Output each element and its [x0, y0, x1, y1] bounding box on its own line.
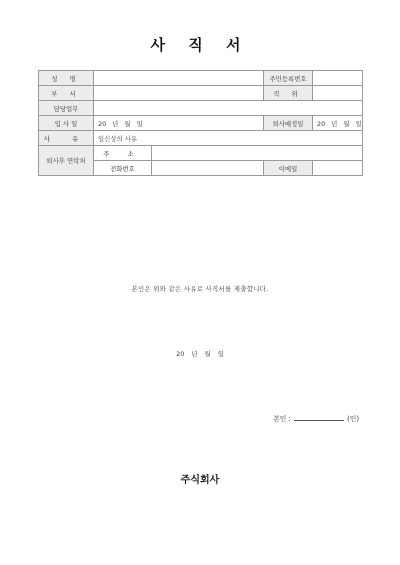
statement-text: 본인은 위와 같은 사유로 사직서를 제출합니다.: [131, 285, 269, 293]
rrn-field[interactable]: [313, 71, 363, 86]
document-title: 사 직 서: [150, 36, 250, 54]
signature-line: [273, 412, 359, 423]
row-dates: [39, 116, 363, 131]
duty-field[interactable]: [94, 101, 363, 116]
row-duty: [39, 101, 363, 116]
row-name: [39, 71, 363, 86]
row-dept: [39, 86, 363, 101]
row-reason: [39, 131, 363, 146]
phone-label: 전화번호: [94, 161, 152, 176]
signature-suffix: (인): [347, 415, 359, 423]
email-field[interactable]: [313, 161, 363, 176]
signature-blank[interactable]: [294, 412, 344, 421]
join-date-field[interactable]: 20 년 월 일: [94, 116, 264, 131]
contact-label: 퇴사후 연락처: [39, 146, 94, 176]
resign-date-label: 퇴사예정일: [264, 116, 313, 131]
reason-field[interactable]: 일신상의 사유: [94, 131, 363, 146]
company-name: 주식회사: [180, 475, 220, 486]
dept-field[interactable]: [94, 86, 264, 101]
reason-label: 사 유: [39, 131, 94, 146]
resignation-form-table: [38, 70, 363, 176]
rrn-label: 주민등록번호: [264, 71, 313, 86]
row-address: [39, 146, 363, 161]
resign-date-field[interactable]: 20 년 월 일: [313, 116, 363, 131]
name-field[interactable]: [94, 71, 264, 86]
dept-label: 부 서: [39, 86, 94, 101]
address-label: 주 소: [94, 146, 152, 161]
phone-field[interactable]: [152, 161, 264, 176]
email-label: 이메일: [264, 161, 313, 176]
signature-prefix: 본인 :: [273, 415, 291, 423]
name-label: 성 명: [39, 71, 94, 86]
address-field[interactable]: [152, 146, 363, 161]
submission-date: 20 년 월 일: [176, 350, 224, 358]
position-field[interactable]: [313, 86, 363, 101]
position-label: 직 위: [264, 86, 313, 101]
duty-label: 담당업무: [39, 101, 94, 116]
join-date-label: 입 사 일: [39, 116, 94, 131]
